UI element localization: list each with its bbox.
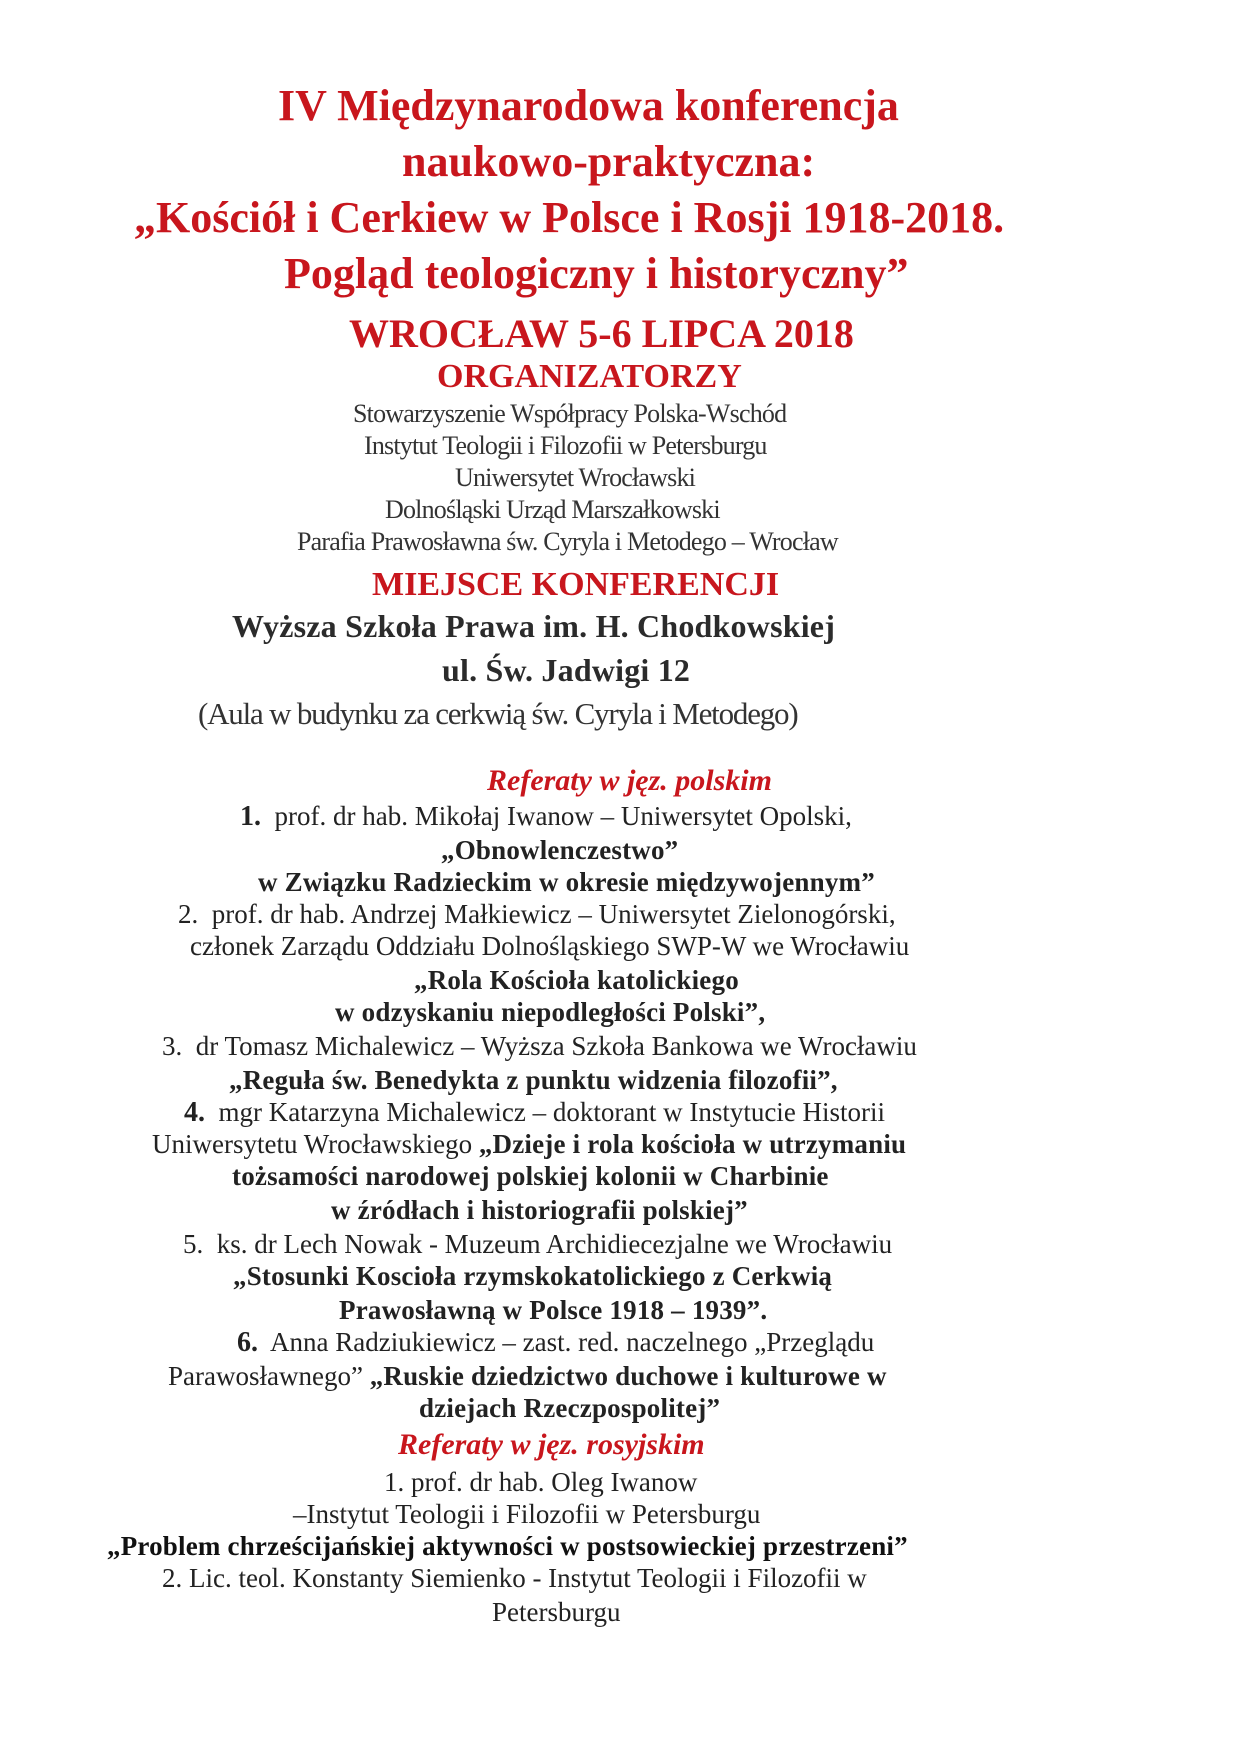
talk-number: 5.: [183, 1229, 204, 1259]
talk-4-speaker: [184, 1096, 885, 1129]
organizers-heading: ORGANIZATORZY: [437, 358, 742, 395]
talk-number: 6.: [237, 1327, 258, 1358]
russian-talk-1-affiliation: –Instytut Teologii i Filozofii w Petersburgu: [293, 1499, 761, 1529]
venue-heading: MIEJSCE KONFERENCJI: [372, 566, 780, 603]
talk-2-speaker: [178, 898, 896, 931]
venue-note: (Aula w budynku za cerkwią św. Cyryla i Metodego): [198, 696, 798, 731]
talk-2-speaker-2: członek Zarządu Oddziału Dolnośląskiego SWP-W we Wrocławiu: [190, 931, 910, 961]
speaker-text: mgr Katarzyna Michalewicz – doktorant w Instytucie Historii: [218, 1097, 886, 1127]
venue-street: ul. Św. Jadwigi 12: [442, 652, 691, 688]
talk-5-title-2: Prawosławną w Polsce 1918 – 1939”.: [339, 1295, 768, 1325]
polish-talks-heading: Referaty w jęz. polskim: [487, 764, 772, 797]
organizer-item: Uniwersytet Wrocławski: [455, 463, 696, 492]
talk-4-speaker-2-and-title: [152, 1128, 906, 1161]
speaker-text: prof. dr hab. Mikołaj Iwanow – Uniwersytet Opolski,: [274, 801, 852, 831]
conference-title-line-4: Pogląd teologiczny i historyczny”: [284, 249, 909, 298]
speaker-text: Uniwersytetu Wrocławskiego: [152, 1129, 473, 1159]
talk-4-title-2: tożsamości narodowej polskiej kolonii w Charbinie: [232, 1161, 829, 1191]
talk-number: 4.: [184, 1097, 205, 1128]
organizer-item: Instytut Teologii i Filozofii w Petersburgu: [364, 431, 767, 460]
russian-talk-1-speaker: 1. prof. dr hab. Oleg Iwanow: [384, 1467, 698, 1497]
talk-number: 3.: [162, 1031, 183, 1061]
talk-1-speaker: [240, 800, 852, 833]
venue-name: Wyższa Szkoła Prawa im. H. Chodkowskiej: [232, 608, 836, 644]
talk-6-speaker-2-and-title: [168, 1360, 887, 1393]
talk-3-title-1: „Reguła św. Benedykta z punktu widzenia filozofii”,: [229, 1065, 838, 1095]
speaker-text: dr Tomasz Michalewicz – Wyższa Szkoła Bankowa we Wrocławiu: [195, 1031, 917, 1061]
talk-5-title-1: „Stosunki Koscioła rzymskokatolickiego z Cerkwią: [233, 1261, 833, 1291]
talk-6-title-2: dziejach Rzeczpospolitej”: [419, 1393, 721, 1423]
speaker-text: Anna Radziukiewicz – zast. red. naczelnego „Przeglądu: [270, 1327, 875, 1357]
talk-title-text: „Dzieje i rola kościoła w utrzymaniu: [478, 1129, 907, 1159]
organizer-item: Dolnośląski Urząd Marszałkowski: [385, 495, 720, 524]
russian-talk-1-title: „Problem chrześcijańskiej aktywności w postsowieckiej przestrzeni”: [107, 1531, 908, 1561]
organizer-item: Parafia Prawosławna św. Cyryla i Metodego – Wrocław: [297, 527, 838, 556]
talk-2-title-2: w odzyskaniu niepodległości Polski”,: [335, 997, 766, 1027]
russian-talk-2-speaker: 2. Lic. teol. Konstanty Siemienko - Instytut Teologii i Filozofii w: [162, 1563, 867, 1593]
speaker-text: ks. dr Lech Nowak - Muzeum Archidiecezjalne we Wrocławiu: [216, 1229, 893, 1259]
speaker-text: Parawosławnego”: [168, 1361, 363, 1391]
talk-number: 1.: [240, 801, 261, 832]
russian-talks-heading: Referaty w jęz. rosyjskim: [398, 1428, 705, 1461]
talk-2-title-1: „Rola Kościoła katolickiego: [414, 965, 739, 995]
conference-title-line-3: „Kościół i Cerkiew w Polsce i Rosji 1918-2018.: [134, 193, 1005, 242]
talk-1-title-1: „Obnowlenczestwo”: [441, 835, 679, 865]
conference-date: WROCŁAW 5-6 LIPCA 2018: [349, 311, 854, 356]
talk-number: 2.: [178, 899, 199, 929]
talk-title-text: „Ruskie dziedzictwo duchowe i kulturowe w: [369, 1361, 887, 1391]
conference-title-line-2: naukowo-praktyczna:: [402, 137, 816, 186]
russian-talk-2-affiliation: Petersburgu: [492, 1597, 621, 1627]
talk-4-title-3: w źródłach i historiografii polskiej”: [331, 1195, 748, 1225]
conference-title-line-1: IV Międzynarodowa konferencja: [278, 81, 899, 130]
talk-5-speaker: [183, 1228, 892, 1261]
talk-3-speaker: [162, 1030, 917, 1063]
talk-1-title-2: w Związku Radzieckim w okresie międzywojennym”: [258, 867, 875, 897]
talk-6-speaker: [237, 1326, 874, 1359]
organizer-item: Stowarzyszenie Współpracy Polska-Wschód: [353, 399, 787, 428]
speaker-text: prof. dr hab. Andrzej Małkiewicz – Uniwersytet Zielonogórski,: [211, 899, 896, 929]
